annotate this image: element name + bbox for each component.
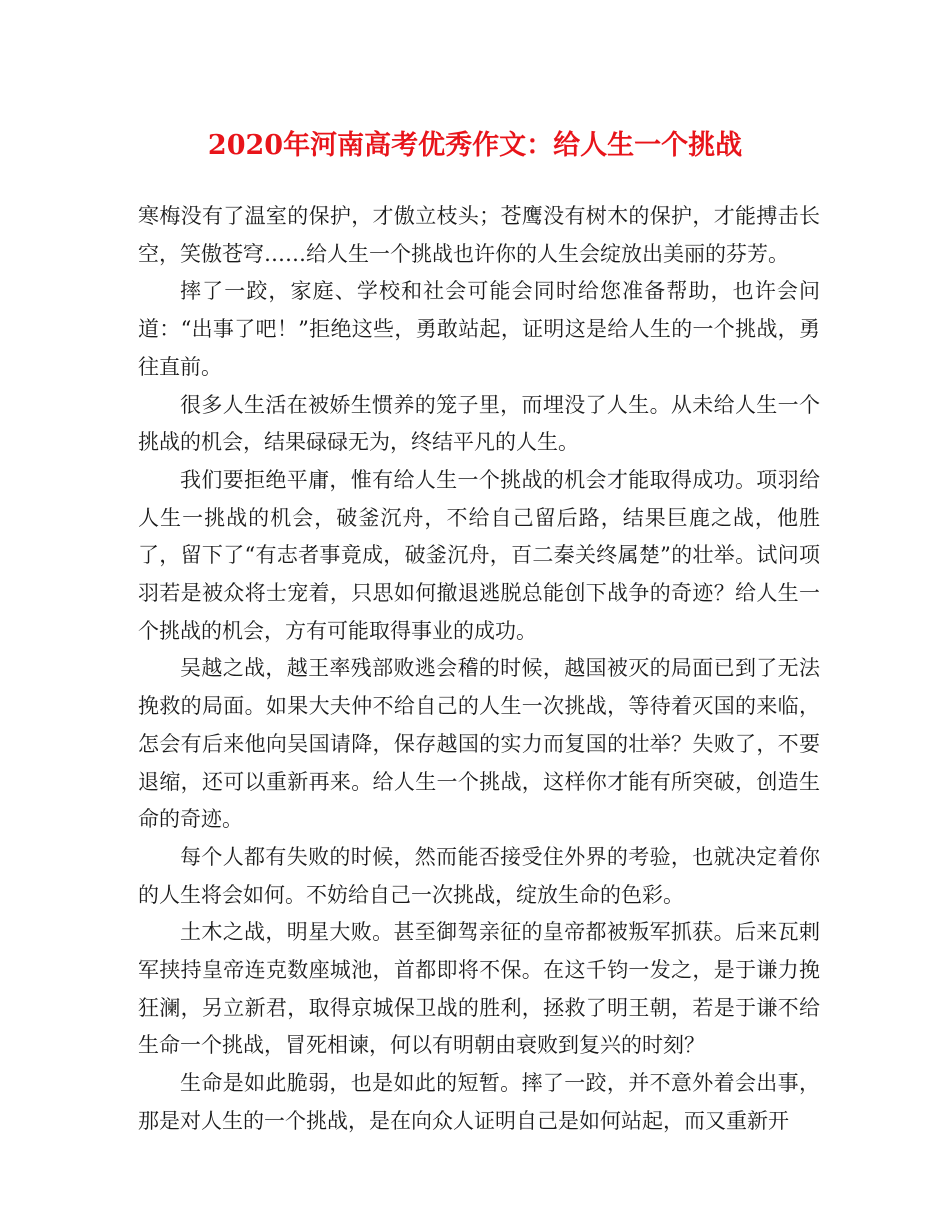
paragraph-5: 吴越之战，越王率残部败逃会稽的时候，越国被灭的局面已到了无法挽救的局面。如果大夫仲不给自己的人生一次挑战，等待着灭国的来临，怎会有后来他向吴国请降，保存越国的实力而复国的壮举？失败了，不要退缩，还可以重新再来。给人生一个挑战，这样你才能有所突破，创造生命的奇迹。 xyxy=(138,656,820,832)
paragraph-3: 很多人生活在被娇生惯养的笼子里，而埋没了人生。从未给人生一个挑战的机会，结果碌碌无为，终结平凡的人生。 xyxy=(138,392,820,455)
paragraph-4: 我们要拒绝平庸，惟有给人生一个挑战的机会才能取得成功。项羽给人生一挑战的机会，破釜沉舟，不给自己留后路，结果巨鹿之战，他胜了，留下了“有志者事竟成，破釜沉舟，百二秦关终属楚”的壮举。试问项羽若是被众将士宠着，只思如何撤退逃脱总能创下战争的奇迹？给人生一个挑战的机会，方有可能取得事业的成功。 xyxy=(138,467,820,643)
paragraph-8: 生命是如此脆弱，也是如此的短暂。摔了一跤，并不意外着会出事，那是对人生的一个挑战，是在向众人证明自己是如何站起，而又重新开 xyxy=(138,1071,820,1133)
document-title: 2020年河南高考优秀作文：给人生一个挑战 xyxy=(207,130,743,161)
paragraph-1: 寒梅没有了温室的保护，才傲立枝头；苍鹰没有树木的保护，才能搏击长空，笑傲苍穹……给人生一个挑战也许你的人生会绽放出美丽的芬芳。 xyxy=(138,204,820,266)
paragraph-6: 每个人都有失败的时候，然而能否接受住外界的考验，也就决定着你的人生将会如何。不妨给自己一次挑战，绽放生命的色彩。 xyxy=(138,844,820,907)
paragraph-7: 土木之战，明星大败。甚至御驾亲征的皇帝都被叛军抓获。后来瓦剌军挟持皇帝连克数座城池，首都即将不保。在这千钧一发之，是于谦力挽狂澜，另立新君，取得京城保卫战的胜利，拯救了明王朝，若是于谦不给生命一个挑战，冒死相谏，何以有明朝由衰败到复兴的时刻？ xyxy=(138,920,820,1058)
document-body xyxy=(138,198,820,1141)
paragraph-2: 摔了一跤，家庭、学校和社会可能会同时给您准备帮助，也许会问道：“出事了吧！”拒绝这些，勇敢站起，证明这是给人生的一个挑战，勇往直前。 xyxy=(138,279,820,379)
